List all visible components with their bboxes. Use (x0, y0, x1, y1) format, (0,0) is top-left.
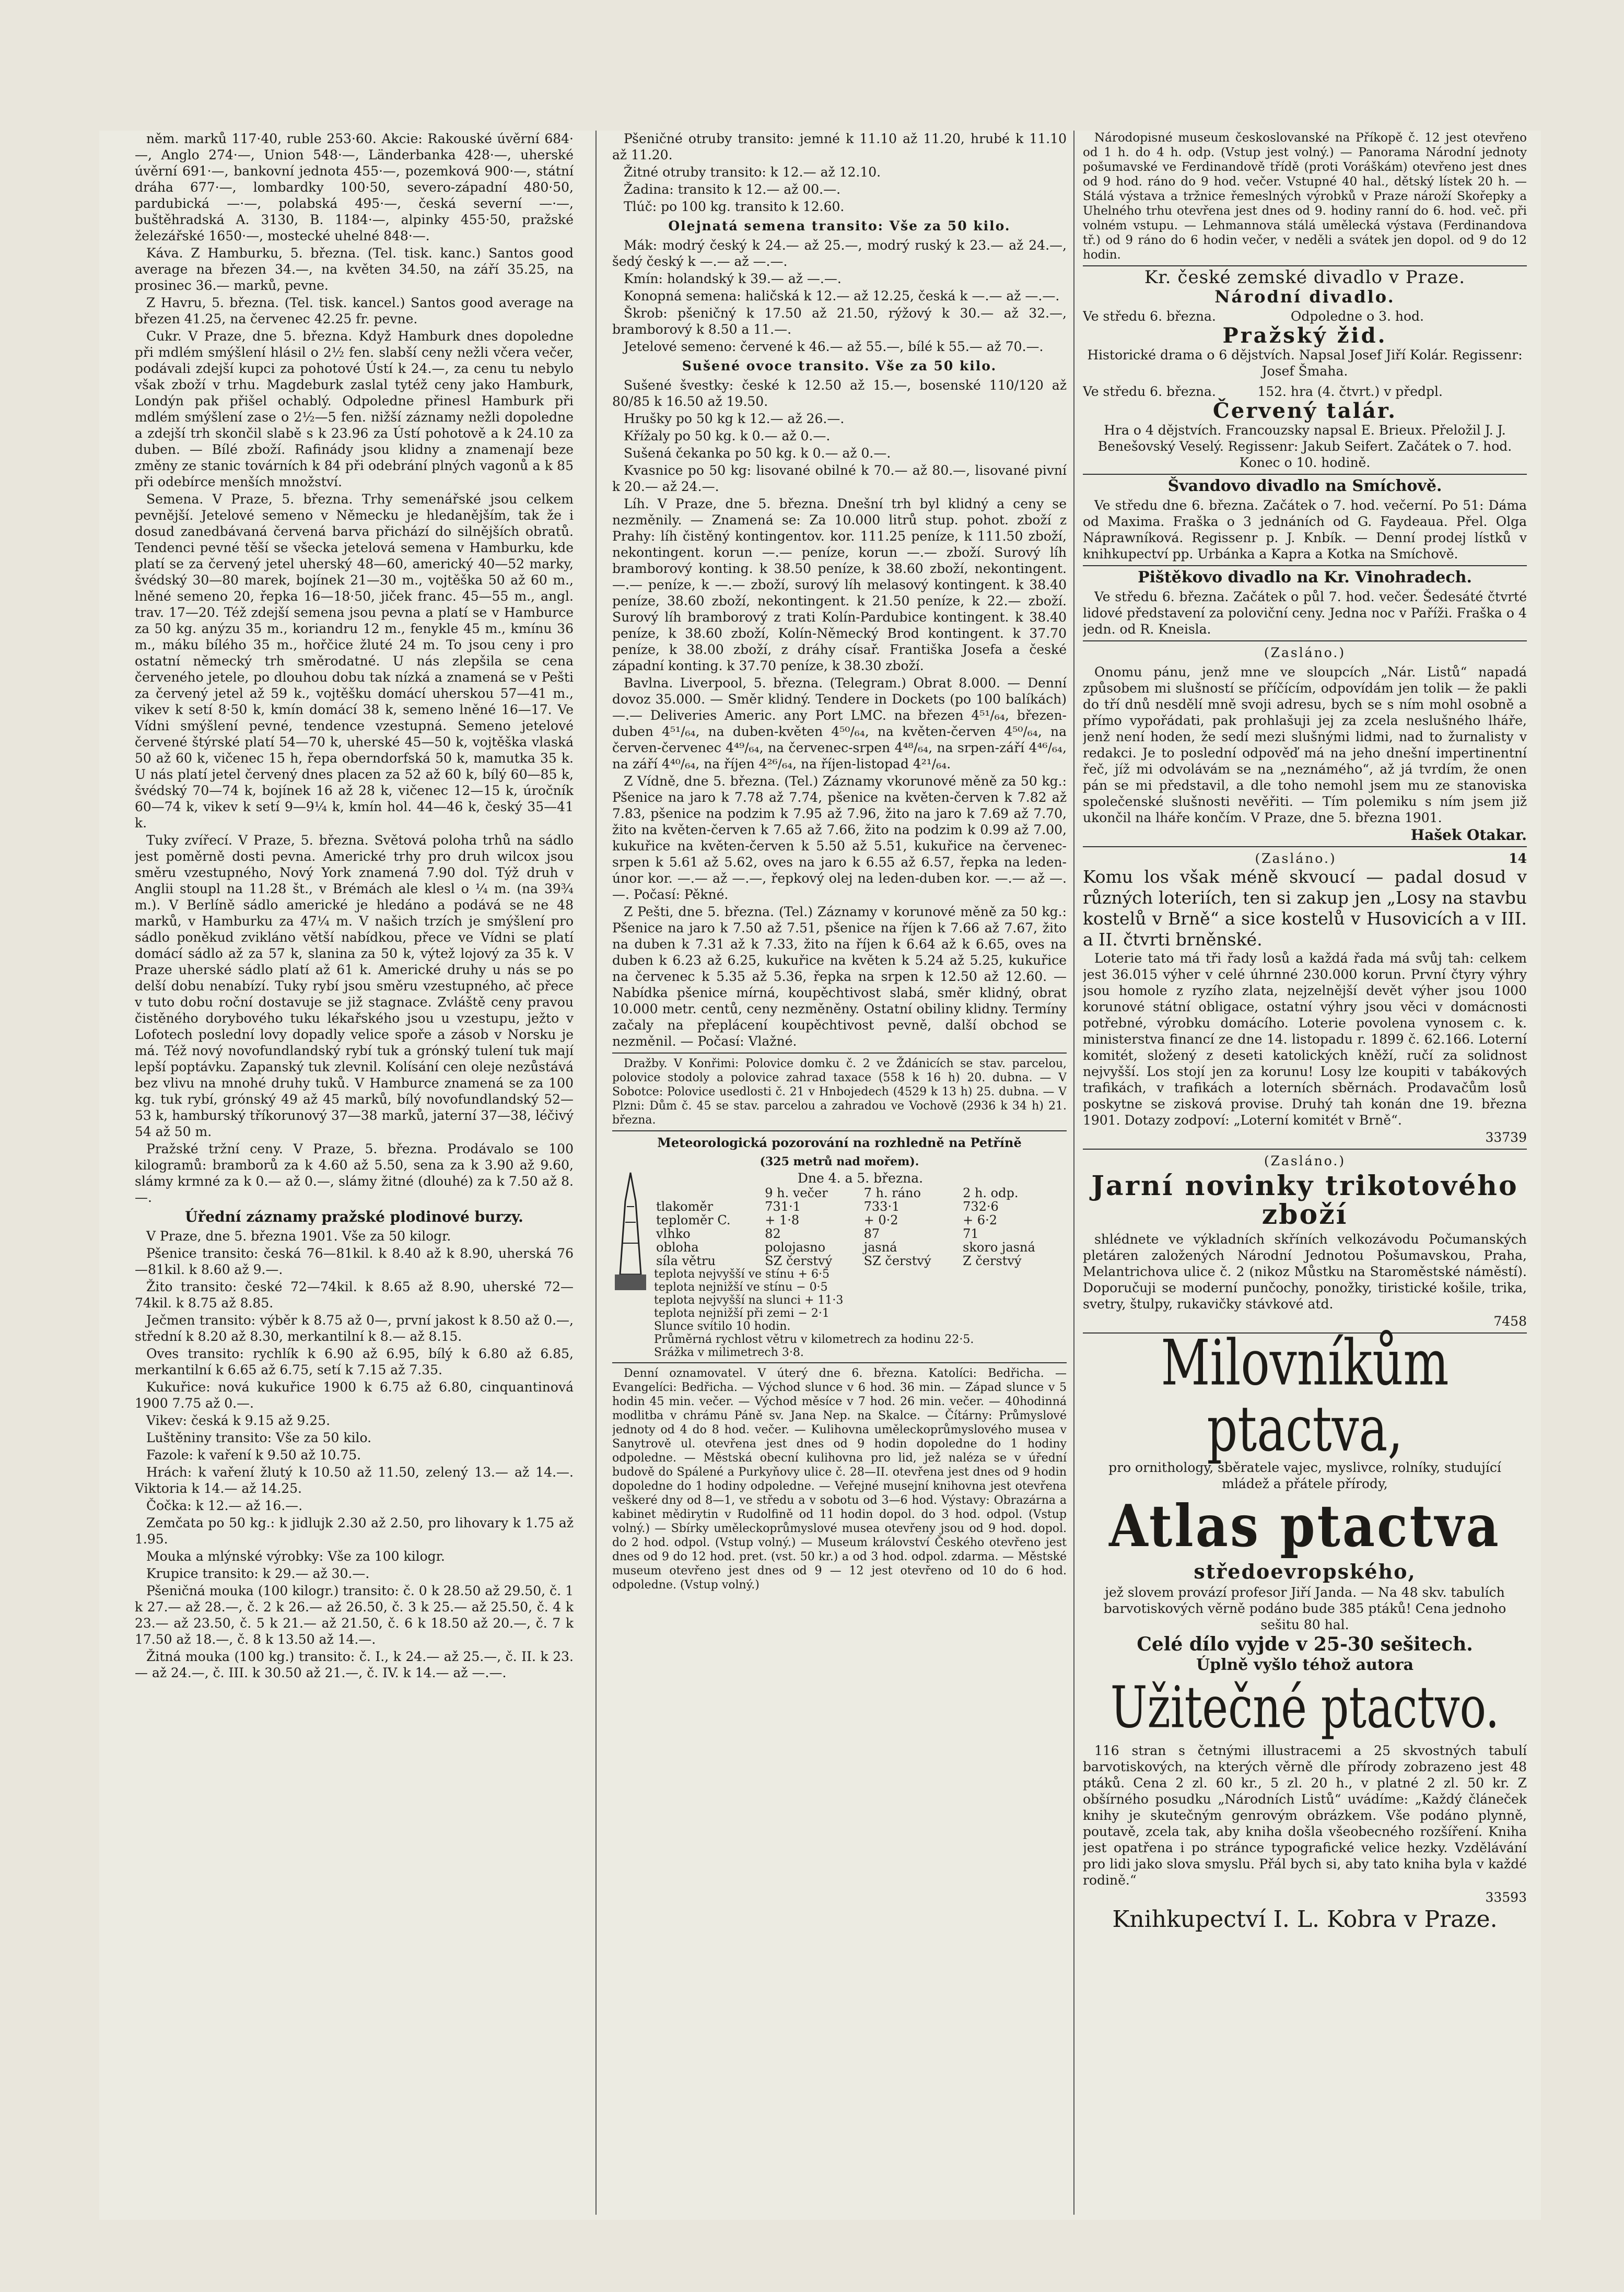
divider (1083, 846, 1527, 847)
weather-block (612, 1170, 1067, 1359)
divider (1083, 565, 1527, 566)
section-heading: Olejnatá semena transito: Vše za 50 kilo. (668, 218, 1011, 233)
weather-cell: + 6·2 (963, 1213, 997, 1227)
zaslano-label: (Zasláno.) (1264, 1153, 1346, 1168)
weather-note: Srážka v milimetrech 3·8. (654, 1346, 804, 1359)
weather-cell: + 0·2 (863, 1213, 898, 1227)
weather-title: Meteorologická pozorování na rozhledně na Petříně (657, 1135, 1022, 1150)
paragraph: shlédnete ve výkladních skříních velkozávodu Počumanských pletáren založených Národní Jednotou Pošumavskou, Praha, Melantrichova ulice č. 2 (nikoz Můstku na Staroměstské náměstí). Doporučuji se moderní punčochy, ponožky, tiristické košile, trika, svetry, štulpy, rukavičky stávkové atd. (1083, 1232, 1527, 1312)
play-title: Červený talár. (1212, 399, 1397, 423)
theatre-line: Ve středu 6. března. 152. hra (4. čtvrt.) v předpl. (1083, 384, 1443, 399)
weather-cell: 731·1 (765, 1199, 801, 1214)
weather-cell: polojasno (765, 1240, 826, 1255)
paragraph: Čočka: k 12.— až 16.—. (146, 1498, 303, 1513)
paragraph: Zemčata po 50 kg.: k jidlujk 2.30 až 2.50, pro lihovary k 1.75 až 1.95. (135, 1515, 574, 1547)
paragraph: Tlúč: po 100 kg. transito k 12.60. (624, 199, 845, 214)
column-announcements (1083, 131, 1527, 2209)
weather-cell: 87 (863, 1226, 880, 1241)
weather-col-head: 9 h. večer (765, 1186, 828, 1200)
divider (612, 1362, 1067, 1363)
weather-cell: jasná (863, 1240, 897, 1255)
ad-number: 14 (1509, 851, 1527, 866)
table-row (654, 1213, 1067, 1227)
paragraph: Pšeničná mouka (100 kilogr.) transito: č. 0 k 28.50 až 29.50, č. 1 k 27.— až 28.—, č. 2 k 26.— až 26.50, č. 3 k 25.— až 25.50, č. 4 k 23.— až 23.50, č. 5 k 21.— až 21.50, č. 6 k 18.50 až 20.—, č. 7 k 17.50 až 18.—, č. 8 k 13.50 až 14.—. (135, 1583, 574, 1647)
section-heading: Úřední záznamy pražské plodinové burzy. (185, 1208, 523, 1225)
publisher-line: Knihkupectví I. L. Kobra v Praze. (1112, 1905, 1498, 1933)
paragraph: Z Vídně, dne 5. března. (Tel.) Záznamy vkorunové měně za 50 kg.: Pšenice na jaro k 7.78 až 7.74, pšenice na květen-červen k 7.82 až 7.83, pšenice na podzim k 7.95 až 7.96, žito na jaro k 7.69 až 7.70, žito na květen-červen k 7.65 až 7.66, žito na podzim k 0.99 až 7.00, kukuřice na květen-červen k 5.50 až 5.51, kukuřice na červenec-srpen k 5.61 až 5.62, oves na jaro k 6.55 až 6.57, řepka na leden-únor kor. —.— až —.—, řepkový olej na leden-duben kor. —.— až —.—. Počasí: Pěkné. (612, 774, 1067, 902)
paragraph: 116 stran s četnými illustracemi a 25 skvostných tabulí barvotiskových, na kterých věrně dle přírody zobrazeno jest 48 ptáků. Cena 2 zl. 60 kr., 5 zl. 20 h., v platné 2 zl. 50 kr. Z obšírného posudku „Národních Listů“ uvádíme: „Každý článeček knihy je skutečným genrovým obrázkem. Vše podáno plynně, poutavě, zcela tak, aby kniha došla všeobecného rozšíření. Kniha jest opatřena i po stránce typografické velice hezky. Vzdělávání pro lidi jako slova smyslu. Přál bych si, aby tato kniha byla v každé rodině.“ (1083, 1743, 1527, 1888)
column-commodities (612, 131, 1067, 2209)
weather-cell: vlhko (656, 1226, 691, 1241)
weather-note: teplota nejvyšší na slunci + 11·3 (654, 1294, 844, 1307)
theatre-line: Ve středu 6. března. Odpoledne o 3. hod. (1083, 309, 1424, 324)
table-row (654, 1241, 1067, 1254)
section-heading: Sušené ovoce transito. Vše za 50 kilo. (682, 358, 997, 373)
weather-cell: tlakoměr (656, 1199, 714, 1214)
paragraph: Pšeničné otruby transito: jemné k 11.10 až 11.20, hrubé k 11.10 až 11.20. (612, 131, 1067, 162)
atlas-subtitle: středoevropského, (1194, 1560, 1416, 1584)
play-text: Historické drama o 6 dějstvích. Napsal Josef Jiří Kolár. Regissenr: Josef Šmaha. (1087, 347, 1523, 379)
theatre-subtitle: Národní divadlo. (1214, 287, 1395, 307)
paragraph: Káva. Z Hamburku, 5. března. (Tel. tisk. kanc.) Santos good average na březen 34.—, na květen 34.50, na září 35.25, na prosinec 36.— marků, pevne. (135, 245, 574, 293)
birds-headline: Milovníkům ptactva, (1161, 1327, 1449, 1466)
theatre-title: Švandovo divadlo na Smíchově. (1167, 477, 1442, 495)
paragraph: Škrob: pšeničný k 17.50 až 21.50, rýžový k 30.— až 32.—, bramborový k 8.50 a 11.—. (612, 306, 1067, 337)
paragraph: V Praze, dne 5. března 1901. Vše za 50 kilogr. (146, 1229, 451, 1244)
paragraph: Fazole: k vaření k 9.50 až 10.75. (146, 1447, 361, 1463)
weather-note: Slunce svítilo 10 hodin. (654, 1320, 791, 1333)
paragraph: Ve středu 6. března. Začátek o půl 7. hod. večer. Šedesáté čtvrté lidové představení za poloviční ceny. Jedna noc v Paříži. Fraška o 4 jedn. od R. Kneisla. (1083, 589, 1527, 637)
paragraph: něm. marků 117·40, ruble 253·60. Akcie: Rakouské úvěrní 684·—, Anglo 274·—, Union 548·—, Länderbanka 428·—, uherské úvěrní 691·—, bankovní jednota 455·—, pozemková 900·—, státní dráha 677·—, lombardky 100·50, severo-západní 480·50, pardubická —·—, polabská 495·—, česká severní —·—, buštěhradská A. 3130, B. 1184·—, alpinky 455·50, pražské železářské 1650·—, mostecké uhelné 848·—. (135, 131, 574, 243)
paragraph: Kvasnice po 50 kg: lisované obilné k 70.— až 80.—, lisované pivní k 20.— až 24.—. (612, 463, 1067, 494)
divider (612, 1053, 1067, 1054)
paragraph: Bavlna. Liverpool, 5. března. (Telegram.) Obrat 8.000. — Denní dovoz 35.000. — Směr klidný. Tendere in Dockets (po 100 balíkách) —.— Deliveries Americ. any Port LMC. na březen 4⁵¹/₆₄, březen-duben 4⁵¹/₆₄, na duben-květen 4⁵⁰/₆₄, na květen-červen 4⁵⁰/₆₄, na červen-červenec 4⁴⁹/₆₄, na červenec-srpen 4⁴⁸/₆₄, na srpen-září 4⁴⁶/₆₄, na září 4⁴⁰/₆₄, na říjen 4²⁶/₆₄, na říjen-listopad 4²¹/₆₄. (612, 675, 1067, 771)
zaslano-label: (Zasláno.) (1255, 851, 1337, 866)
weather-cell: Z čerstvý (963, 1254, 1022, 1268)
paragraph: Ve středu dne 6. března. Začátek o 7. hod. večerní. Po 51: Dáma od Maxima. Fraška o 3 jednáních od G. Faydeaua. Přel. Olga Náprawníková. Regissenr p. J. Knbík. — Denní prodej lístků v knihkupectví pp. Urbánka a Kapra a Kotka na Smíchově. (1083, 498, 1527, 562)
paragraph: Národopisné museum českoslovanské na Příkopě č. 12 jest otevřeno od 1 h. do 4 h. odp. (Vstup jest volný.) — Panorama Národní jednoty pošumavské ve Ferdinandově třídě (proti Voráškám) otevřeno jest dnes od 9 hod. ráno do 9 hod. večer. Vstupné 40 hal., dětský lístek 20 h. — Stálá výstava a tržnice řemeslných výrobků v Praze nároží Skořepky a Uhelného trhu otevřena jest dnes od 9. hodiny ranní do 6. hod. več. při volném vstupu. — Lehmannova stálá umělecká výstava (Ferdinandova tř.) od 9 ráno do 6 hodin večer, v neděli a svátek jen dopol. od 9 do 12 hodin. (1083, 131, 1527, 262)
birds-text: pro ornithology, sběratele vajec, myslivce, rolníky, studující mládež a přátele přírody, (1108, 1460, 1501, 1492)
paragraph: Tuky zvířecí. V Praze, 5. března. Světová poloha trhů na sádlo jest poměrně dosti pevna. Americké trhy pro druh wilcox jsou směru vzestupného, Nový York znamená 7.90 dol. Týž druh v Anglii stoupl na 11.28 št., v Brémách ale klesl o ¼ m. (na 39¾ m.). V Berlíně sádlo americké je hledáno a podává se ne 48 marků, v Hamburku za 47¼ m. V našich trzích je smýšlení pro sádlo poněkud zvikláno větší nabídkou, přece ve Vídni se platí domácí sádlo až za 57 k, slanina za 50 k, výtež lojový za 35 k. V Praze uherské sádlo platí až 61 k. Americké druhy u nás se po delší dobu nenabízí. Tuky rybí jsou směru vzestupného, ač přece v tuto dobu roční dostavuje se již stagnace. Zvláště ceny pravou čistěného dorybového tuku lékařského jsou u vzestupu, ježto v Lofotech poslední lovy dopadly velice spoře a zásob v Norsku je má. Též nový novofundlandský rybí tuk a grónský tulení tuk mají lepší poptávku. Zapanský tuk zlevnil. Kolísání cen oleje nezůstává bez vlivu na mnohé druhy tuků. V Hamburce znamená se za 100 kg. tuk rybí, grónský 49 až 45 marků, bílý novofundlandský 52—53 k, hamburský tříkorunový 37—38 marků, jaterní 37—38, léčivý 54 až 50 m. (135, 833, 574, 1139)
weather-cell: SZ čerstvý (863, 1254, 931, 1268)
table-row (654, 1254, 1067, 1268)
atlas-text: jež slovem provází profesor Jiří Janda. — Na 48 skv. tabulích barvotiskových věrně podáno bude 385 ptáků! Cena jednoho sešitu 80 hal. (1103, 1585, 1506, 1633)
ad-number: 33593 (1485, 1889, 1527, 1905)
divider (1083, 265, 1527, 266)
paragraph: Krupice transito: k 29.— až 30.—. (146, 1566, 370, 1581)
column-rule (595, 131, 597, 2215)
column-rule (1073, 131, 1074, 2215)
weather-cell: 71 (963, 1226, 979, 1241)
weather-subtitle: (325 metrů nad mořem). (760, 1155, 919, 1168)
knitwear-headline: Jarní novinky trikotového zboží (1091, 1170, 1518, 1231)
weather-table (654, 1186, 1067, 1268)
ad-number: 33739 (1485, 1130, 1527, 1145)
weather-note: Průměrná rychlost větru v kilometrech za hodinu 22·5. (654, 1333, 974, 1346)
weather-cell: 732·6 (963, 1199, 999, 1214)
ad-number: 7458 (1493, 1314, 1527, 1329)
theatre-title: Pištěkovo divadlo na Kr. Vinohradech. (1138, 568, 1472, 587)
weather-cell: obloha (656, 1240, 699, 1255)
paragraph: Vikev: česká k 9.15 až 9.25. (146, 1413, 331, 1428)
column-market-reports (135, 131, 574, 2209)
weather-col-head: 2 h. odp. (963, 1186, 1019, 1200)
table-row (654, 1227, 1067, 1241)
lottery-headline: Komu los však méně skvoucí — padal dosud v různých loteriích, ten si zakup jen „Losy na stavbu kostelů v Brně“ a sice kostelů v Husovicích a v III. a II. čtvrti brněnské. (1083, 867, 1527, 950)
paragraph: Žitná mouka (100 kg.) transito: č. I., k 24.— až 25.—, č. II. k 23.— až 24.—, č. III. k 30.50 až 21.—, č. IV. k 14.— až —.—. (135, 1649, 574, 1680)
paragraph: Oves transito: rychlík k 6.90 až 6.95, bílý k 6.80 až 6.85, merkantilní k 6.65 až 6.75, setí k 7.15 až 7.35. (135, 1346, 574, 1377)
paragraph: Dražby. V Konřimi: Polovice domku č. 2 ve Ždánicích se stav. parcelou, polovice stodoly a polovice zahrad taxace (558 k 16 h) 20. dubna. — V Sobotce: Polovice usedlosti č. 21 v Hnbojedech (4529 k 13 h) 25. dubna. — V Plzni: Dům č. 45 se stav. parcelou a zahradou ve Vochově (2936 k 34 h) 21. března. (612, 1057, 1067, 1127)
atlas-price: Celé dílo vyjde v 25-30 sešitech. (1137, 1633, 1473, 1656)
paragraph: Hrušky po 50 kg k 12.— až 26.—. (624, 411, 845, 426)
play-text: Hra o 4 dějstvích. Francouzsky napsal E. Brieux. Přeložil J. J. Benešovský Veselý. Regissenr: Jakub Seifert. Začátek o 7. hod. Konec o 10. hodině. (1097, 423, 1512, 470)
paragraph: Žito transito: české 72—74kil. k 8.65 až 8.90, uherské 72—74kil. k 8.75 až 8.85. (135, 1279, 574, 1311)
paragraph: Denní oznamovatel. V úterý dne 6. března. Katolíci: Bedřicha. — Evangelíci: Bedřicha. — Východ slunce v 6 hod. 36 min. — Západ slunce v 5 hodin 45 min. večer. — Východ měsíce v 7 hod. 26 min. večer. — 40hodinná modlitba v chrámu Páně sv. Jana Nep. na Skalce. — Čítárny: Průmyslové jednoty od 4 do 8 hod. večer. — Kulihovna uměleckoprůmyslového musea v Sanytrově ul. otevřena jest dnes od 9 hodin dopoledne do 1 hodiny odpoledne. — Městská obecní kulihovna pro lid, jež naléza se v úřední budově do Spálené a Purkyňovy ulice č. 28—II. otevřena jest dnes od 9 hodin dopoledne do 1 hodiny odpoledne. — Veřejné musejní knihovna jest otevřena veškeré dny od 8—1, ve středu a v sobotu od 3—6 hod. Výstavy: Obrazárna a kabinet mědirytin v Rudolfině od 11 hodin dopol. do 3 hod. odpol. (Vstup volný.) — Sbírky uměleckoprůmyslové musea otevřeny jsou od 9 hod. dopol. do 2 hod. odpol. (Vstup volný.) — Museum království Českého otevřeno jest dnes od 9 do 12 hod. pret. (vst. 50 kr.) a od 3 hod. odpol. zdarma. — Městské museum otevřeno jest dnes od 9 — 12 jest otevřeno od 10 do 6 hod. odpoledne. (Vstup volný.) (612, 1367, 1067, 1592)
paragraph: Kmín: holandský k 39.— až —.—. (624, 271, 842, 286)
paragraph: Hrách: k vaření žlutý k 10.50 až 11.50, zelený 13.— až 14.—. Viktoria k 14.— až 14.25. (135, 1465, 574, 1496)
author-line: Úplně vyšlo téhož autora (1196, 1655, 1414, 1674)
table-row (654, 1200, 1067, 1213)
weather-cell: síla větru (656, 1254, 716, 1268)
weather-note: teplota nejnižší ve stínu − 0·5 (654, 1281, 828, 1294)
atlas-headline: Atlas ptactva (1109, 1492, 1501, 1560)
paragraph: Kukuřice: nová kukuřice 1900 k 6.75 až 6.80, cinquantinová 1900 7.75 až 0.—. (135, 1379, 574, 1411)
weather-date: Dne 4. a 5. března. (797, 1171, 924, 1186)
weather-col-head: 7 h. ráno (863, 1186, 921, 1200)
paragraph: Luštěniny transito: Vše za 50 kilo. (146, 1430, 372, 1445)
paragraph: Mouka a mlýnské výrobky: Vše za 100 kilogr. (146, 1549, 445, 1564)
paragraph: Křížaly po 50 kg. k 0.— až 0.—. (624, 428, 831, 443)
zaslano-label: (Zasláno.) (1264, 645, 1346, 660)
divider (1083, 640, 1527, 641)
weather-note: teplota nejnižší při zemi − 2·1 (654, 1307, 829, 1320)
weather-note: teplota nejvyšší ve stínu + 6·5 (654, 1268, 830, 1281)
paragraph: Sušená čekanka po 50 kg. k 0.— až 0.—. (624, 446, 891, 461)
signature: Hašek Otakar. (1410, 826, 1527, 844)
paragraph: Onomu pánu, jenž mne ve sloupcích „Nár. Listů“ napadá způsobem mi slušností se příčícím, odpovídám jen tolik — že pakli do tří dnů nesdělí mně svoji adresu, bych se s ním mohl osobně a přímo vypořádati, pak prohlašuji jej za zcela neslušného lháře, jenž není hoden, že sedí mezi slušnými lidmi, nad to žurnalisty v redakci. Je to poslední odpověď má na jeho dnešní impertinentní řeč, jíž mi odvolávám se na „neznámého“, až já tvrdím, že onen pán se mi představil, a dle toho nemohl jsem mu ze stanoviska společenské slušnosti nevěřiti. — Tím polemiku s ním jsem již ukončil na lháře končím. V Praze, dne 5. března 1901. (1083, 664, 1527, 825)
theatre-title: Kr. české zemské divadlo v Praze. (1144, 267, 1466, 288)
divider (1083, 474, 1527, 475)
paragraph: Z Havru, 5. března. (Tel. tisk. kancel.) Santos good average na březen 41.25, na červenec 42.25 fr. pevne. (135, 295, 574, 326)
weather-cell: + 1·8 (765, 1213, 800, 1227)
paragraph: Žitné otruby transito: k 12.— až 12.10. (624, 165, 881, 180)
paragraph: Jetelové semeno: červené k 46.— až 55.—, bílé k 55.— až 70.—. (624, 339, 1044, 354)
weather-cell: 82 (765, 1226, 781, 1241)
paragraph: Žadina: transito k 12.— až 00.—. (624, 182, 841, 197)
paragraph: Semena. V Praze, 5. března. Trhy semenářské jsou celkem pevnější. Jetelové semeno v Německu je hledanějším, tak že i dosud zanedbávaná červená barva přichází do silnějších obratů. Tendenci pevné těší se všecka jetelová semena v Hamburku, kde platí se za červený jetel uherský 48—60, americký 40—52 marky, švédský 30—80 marek, bojínek 21—30 m., vojtěška 50 až 60 m., lněné semeno 20, řepka 16—18·50, jiček franc. 45—55 m., angl. trav. 17—20. Též zdejší semena jsou pevna a platí se v Hamburce za 50 kg. anýzu 35 m., koriandru 12 m., fenykle 45 m., kmínu 36 m., máku bílého 35 m., hořčice žluté 24 m. To jsou ceny i pro ostatní německý trh směrodatné. U nás zlepšila se cena červeného jetele, po dlouhou dobu tak nízká a znamená se v Pešti za červený jetel až 59 k., vojtěšku domácí uherskou 57—41 m., vikev k setí 8·50 k, kmín domácí 38 k, semeno lněné 16—17. Ve Vídni smýšlení pevné, tendence vzestupná. Semeno jetelové červené štýrské platí 54—70 k, uherské 45—50 k, vojtěška vlaská 50 až 60 k, vičenec 15 h, řepa oberndorfská 50 k, mamutka 35 k. U nás platí jetel červený dnes placen za 52 až 60 k, bílý 60—85 k, švédský 70—74 k, bojínek 16 až 28 k, vičenec 12—15 k, úročník 60—74 k, vikev k setí 9—9¼ k, kmín hol. 44—46 k, český 35—41 k. (135, 492, 574, 831)
paragraph: Pražské tržní ceny. V Praze, 5. března. Prodávalo se 100 kilogramů: bramborů za k 4.60 až 5.50, sena za k 3.90 až 9.60, slámy krmné za k 0.— až 0.—, slámy žitné (dlouhé) za k 7.50 až 8.—. (135, 1141, 574, 1205)
weather-cell: SZ čerstvý (765, 1254, 833, 1268)
paragraph: Líh. V Praze, dne 5. března. Dnešní trh byl klidný a ceny se nezměnily. — Znamená se: Za 10.000 litrů stup. pohot. zboží z Prahy: líh čistěný kontingentov. kor. 111.25 peníze, k 111.50 zboží, nekontingent. korun —.— peníze, korun —.— zboží. Surový líh bramborový konting. k 38.50 peníze, k 38.60 zboží, nekontingent. —.— peníze, k —.— zboží, surový líh melasový kontingent. k 38.40 peníze, 38.60 zboží, nekontingent. k 21.50 peníze, k 22.— zboží. Surový líh bramborový z trati Kolín-Pardubice kontingent. k 38.40 peníze, k 38.60 zboží, Kolín-Německý Brod kontingent. k 37.70 peníze, k 38.00 zboží, z dráhy císař. Františka Josefa a české západní konting. k 37.70 peníze, k 38.30 zboží. (612, 496, 1067, 673)
paragraph: Mák: modrý český k 24.— až 25.—, modrý ruský k 23.— až 24.—, šedý český k —.— až —.—. (612, 238, 1067, 269)
weather-cell: 733·1 (863, 1199, 900, 1214)
paragraph: Konopná semena: haličská k 12.— až 12.25, česká k —.— až —.—. (624, 288, 1060, 303)
weather-cell: teploměr C. (656, 1213, 731, 1227)
paragraph: Cukr. V Praze, dne 5. března. Když Hamburk dnes dopoledne při mdlém smýšlení hlásil o 2½ fen. slabší ceny nežli včera večer, podávali zdejší kupci za pohotové Ústí k 24.—, za cenu tu nebylo však zboží v trhu. Magdeburk zaslal tytéž ceny jako Hamburk, Londýn pak přišel ochablý. Odpoledne přinesl Hamburk při mdlém smýšlení zase o 2½—5 fen. nižší záznamy nežli dopoledne a zdejší trh skončil slabě s k 23.96 za Ústí pohotově a k 24.10 za duben. — Bílé zboží. Rafinády jsou klidny a znamenají beze změny ze stanic továrních k 84 při odebrání plných vagonů a k 85 při odebírce menších množství. (135, 329, 574, 489)
paragraph: Pšenice transito: česká 76—81kil. k 8.40 až k 8.90, uherská 76—81kil. k 8.60 až 9.—. (135, 1246, 574, 1277)
paragraph: Ječmen transito: výběr k 8.75 až 0—, první jakost k 8.50 až 0.—, střední k 8.20 až 8.30, merkantilní k 8.— až 8.15. (135, 1313, 574, 1344)
play-title: Pražský žid. (1222, 323, 1387, 348)
divider (1083, 1149, 1527, 1150)
petrin-tower-illustration (612, 1170, 649, 1295)
paragraph: Loterie tato má tři řady losů a každá řada má svůj tah: celkem jest 36.015 výher v celé úhrnné 230.000 korun. První čtyry výhry jsou homole z ryzího zlata, nejzelnější devět výher jsou 1000 korunové státní obligace, ostatní výhry jsou věci v domácnosti potřebné, výrobku domácího. Loterie povolena vynosem c. k. ministerstva financí ze dne 14. listopadu r. 1899 č. 62.166. Loterní komitét, složený z deseti katolických kněží, ručí za solidnost nejvyšší. Los stojí jen za korunu! Losy lze koupiti v tabákových trafikách, v trafikách a loterních sběrnách. Prodavačům losů poskytne se zisková provise. Druhý tah konán dne 19. března 1901. Dotazy zodpoví: „Loterní komitét v Brně“. (1083, 951, 1527, 1128)
paragraph: Z Pešti, dne 5. března. (Tel.) Záznamy v korunové měně za 50 kg.: Pšenice na jaro k 7.50 až 7.51, pšenice na říjen k 7.66 až 7.67, žito na duben k 7.31 až k 7.33, žito na říjen k 6.64 až k 6.65, oves na duben k 6.23 až 6.25, kukuřice na květen k 5.24 až 5.25, kukuřice na červenec k 5.35 až 5.36, řepka na srpen k 12.50 až 12.60. — Nabídka pšenice mírná, koupěchtivost slabá, směr klidný, obrat 10.000 metr. centů, ceny nezměněny. Ostatní obiliny klidny. Termíny začaly na přeplácení koupěchtivost pevně, další obchod se nezměnil. — Počasí: Vlažné. (612, 904, 1067, 1049)
weather-cell: skoro jasná (963, 1240, 1035, 1255)
divider (612, 1130, 1067, 1131)
paragraph: Sušené švestky: české k 12.50 až 15.—, bosenské 110/120 až 80/85 k 16.50 až 19.50. (612, 378, 1067, 409)
useful-headline: Užitečné ptactvo. (1110, 1674, 1500, 1741)
